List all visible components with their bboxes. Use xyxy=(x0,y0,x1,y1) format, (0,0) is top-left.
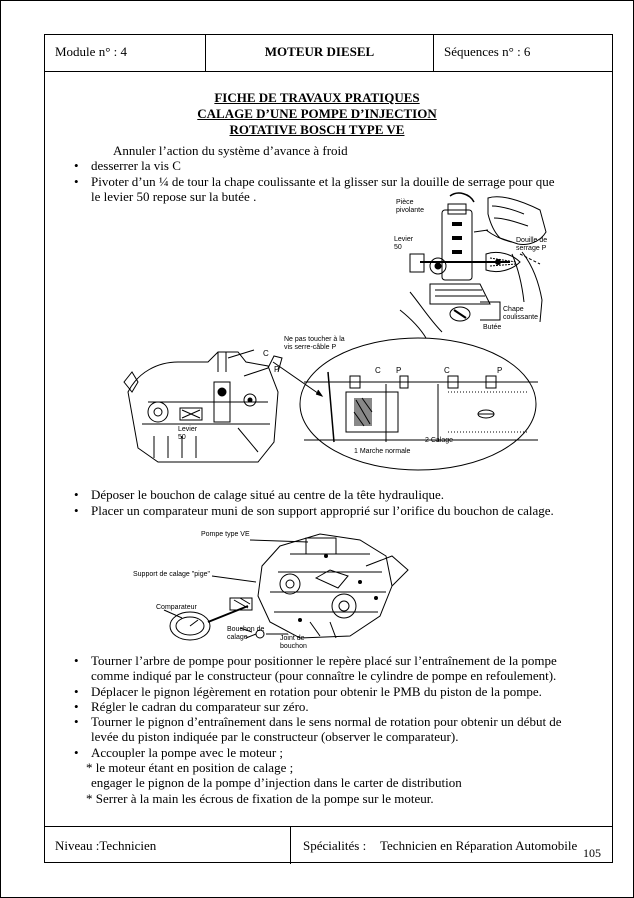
sheet-title-line1: FICHE DE TRAVAUX PRATIQUES xyxy=(214,90,420,105)
bullet-dot: • xyxy=(74,487,79,502)
bullet-dot: • xyxy=(74,158,79,173)
step-engage-pinion: engager le pignon de la pompe d’injection dans le carter de distribution xyxy=(91,775,462,790)
bullet-dot: • xyxy=(74,699,79,714)
step-zero-dial: Régler le cadran du comparateur sur zéro. xyxy=(91,699,309,714)
step-engine-position: * le moteur étant en position de calage ; xyxy=(86,760,294,775)
sequence-number: Séquences n° : 6 xyxy=(444,44,531,59)
level-label: Niveau :Technicien xyxy=(55,838,157,853)
page-number: 105 xyxy=(583,846,601,860)
label-joint: Joint de bouchon xyxy=(280,635,307,650)
step-move-pinion: Déplacer le pignon légèrement en rotation pour obtenir le PMB du piston de la pompe. xyxy=(91,684,542,699)
step-turn-pinion-line1: Tourner le pignon d’entraînement dans le sens normal de rotation pour obtenir un début de xyxy=(91,714,562,729)
sheet-title-line3: ROTATIVE BOSCH TYPE VE xyxy=(229,122,405,137)
bullet-dot: • xyxy=(74,714,79,729)
label-ne-pas-toucher: Ne pas toucher à la vis serre-câble P xyxy=(284,336,345,351)
label-comparateur: Comparateur xyxy=(156,604,197,611)
step-couple-pump: Accoupler la pompe avec le moteur ; xyxy=(91,745,284,760)
label-butee: Butée xyxy=(483,324,502,331)
footer-divider xyxy=(290,827,291,864)
step-place-gauge: Placer un comparateur muni de son support approprié sur l’orifice du bouchon de calage. xyxy=(91,503,554,518)
figure-pump-adjustment xyxy=(118,332,538,480)
step-turn-shaft-line1: Tourner l’arbre de pompe pour positionner le repère placé sur l’entraînement de la pompe xyxy=(91,653,557,668)
label-p-zoom: P xyxy=(396,366,402,375)
step-loosen-screw: desserrer la vis C xyxy=(91,158,181,173)
subject-title: MOTEUR DIESEL xyxy=(206,35,434,71)
header-row xyxy=(45,35,612,72)
step-remove-plug: Déposer le bouchon de calage situé au centre de la tête hydraulique. xyxy=(91,487,445,502)
intro-text: Annuler l’action du système d’avance à froid xyxy=(113,143,348,158)
bullet-dot: • xyxy=(74,684,79,699)
step-pivot-line1: Pivoter d’un ¼ de tour la chape coulissante et la glisser sur la douille de serrage pour que xyxy=(91,174,555,189)
bullet-dot: • xyxy=(74,174,79,189)
label-p-left: P xyxy=(274,365,280,374)
module-number: Module n° : 4 xyxy=(45,35,206,71)
label-levier-50-pump: Levier 50 xyxy=(178,426,198,441)
label-douille: Douille de serrage P xyxy=(516,237,548,252)
bullet-dot: • xyxy=(74,745,79,760)
label-chape: Chape coulissante xyxy=(503,306,539,321)
label-support-calage: Support de calage "pige" xyxy=(133,571,210,578)
specialties-label: Spécialités : xyxy=(303,838,367,853)
figure-pump-dial-gauge xyxy=(130,526,420,650)
bullet-dot: • xyxy=(74,653,79,668)
label-c-zoom: C xyxy=(375,366,381,375)
label-marche-normale: 1 Marche normale xyxy=(354,448,411,455)
footer-row xyxy=(45,826,612,864)
step-turn-pinion-line2: levée du piston indiquée par le constructeur (observer le comparateur). xyxy=(91,729,459,744)
label-c-left: C xyxy=(263,349,269,358)
specialties-value: Technicien en Réparation Automobile xyxy=(380,838,578,853)
label-bouchon: Bouchon de calage xyxy=(227,626,265,641)
sheet-title-line2: CALAGE D’UNE POMPE D’INJECTION xyxy=(197,106,437,121)
step-tighten-nuts: * Serrer à la main les écrous de fixation de la pompe sur le moteur. xyxy=(86,791,434,806)
step-turn-shaft-line2: comme indiqué par le constructeur (pour connaître le cylindre de pompe en refoulement). xyxy=(91,668,557,683)
label-levier-50: Levier 50 xyxy=(394,236,414,251)
label-calage: 2 Calage xyxy=(425,437,454,444)
label-c-zoom2: C xyxy=(444,366,450,375)
label-pompe-ve: Pompe type VE xyxy=(201,531,250,538)
bullet-dot: • xyxy=(74,503,79,518)
label-piece-pivotante: Pièce pivolante xyxy=(396,199,425,214)
label-p-zoom2: P xyxy=(497,366,503,375)
step-pivot-line2: le levier 50 repose sur la butée . xyxy=(91,189,257,204)
